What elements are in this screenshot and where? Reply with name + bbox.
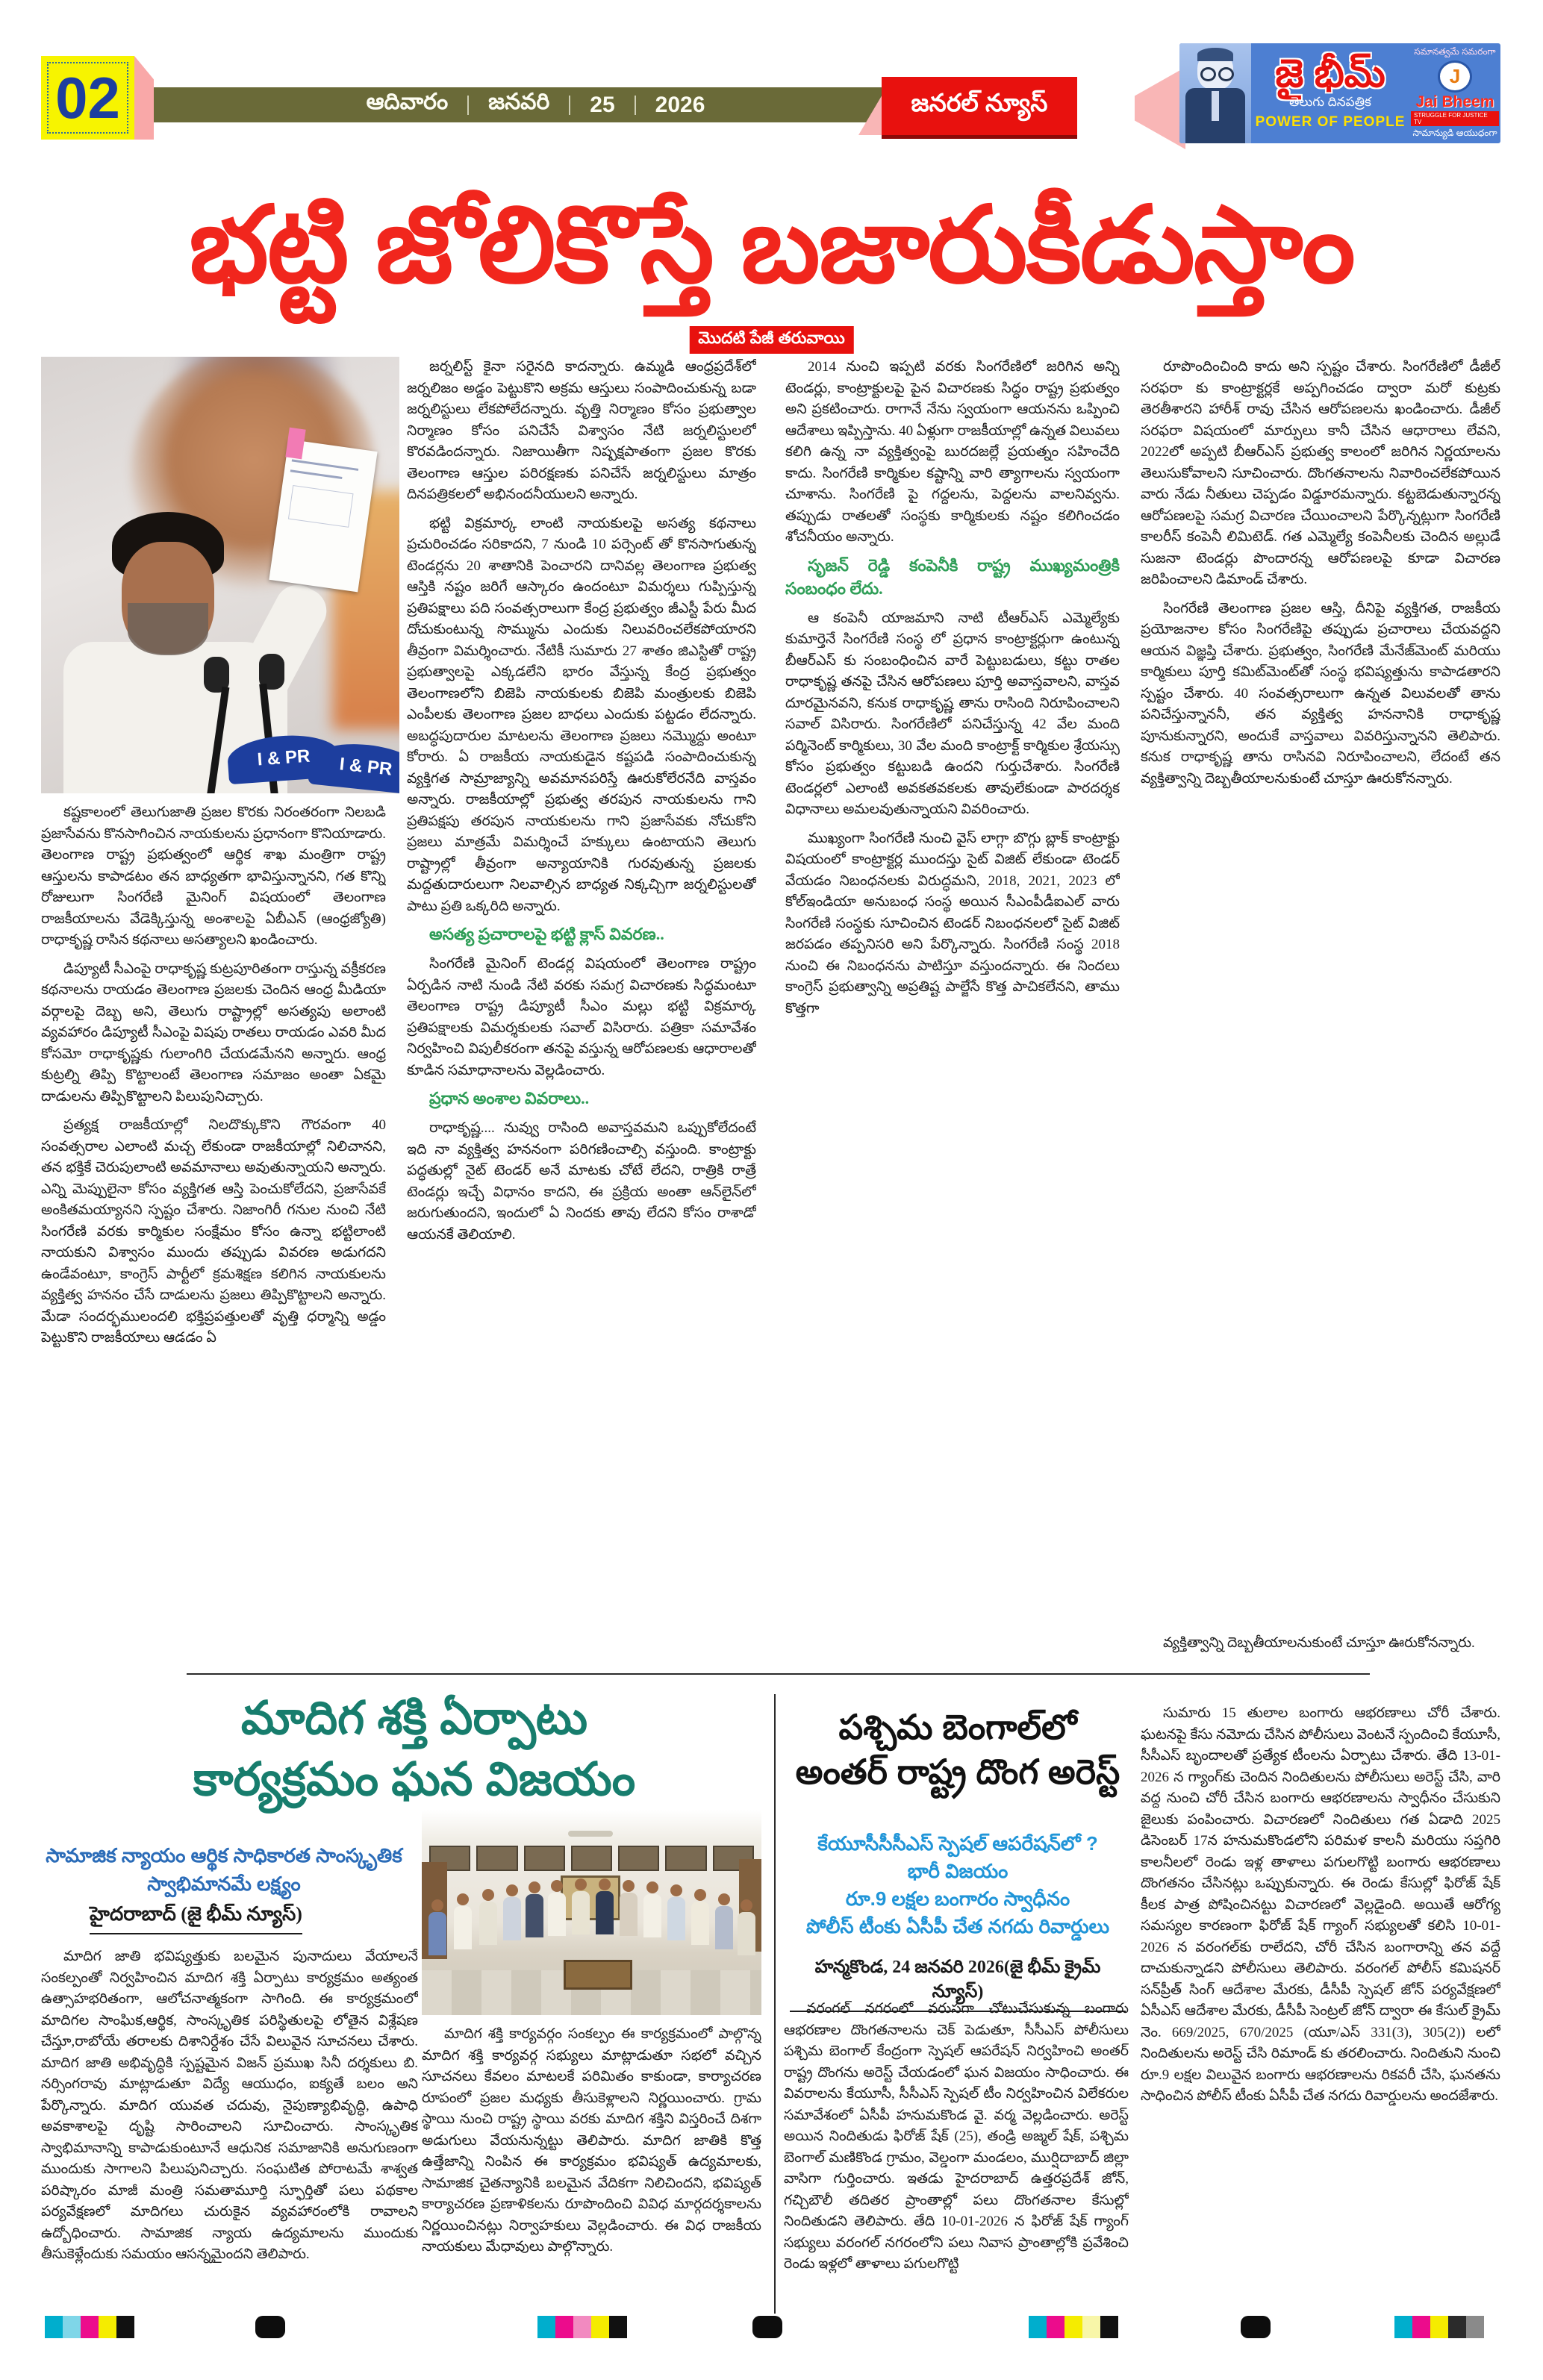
color-swatch: [1430, 2316, 1448, 2338]
person-figure: [502, 1884, 522, 1943]
color-swatch: [63, 2316, 81, 2338]
crime-article-dateline: హన్మకొండ, 24 జనవరి 2026(జై భీమ్ క్రైమ్ న్యూస్): [790, 1957, 1126, 2012]
article-paragraph: కష్టకాలంలో తెలుగుజాతి ప్రజల కొరకు నిరంతరంగా నిలబడి ప్రజాసేవను కొనసాగించిన నాయకులను ప్రధానంగా కొనియాడారు. తెలంగాణ రాష్ట్ర ప్రభుత్వంలో ఆర్థిక శాఖ మంత్రిగా రాష్ట్ర ఆస్తులను కాపాడటం తన బాధ్యతగా భావిస్తున్నానని, గత కొన్ని రోజులుగా సింగరేణి మైనింగ్ విషయంలో తెలంగాణ రాజకీయాలను వేడెక్కిస్తున్న అంశాలపై ఏబీఎన్ (ఆంధ్రజ్యోతి) రాధాకృష్ణ రాసిన కథనాలు అసత్యాలని ఖండించారు.: [41, 805, 386, 948]
podium-sign: I & PR: [226, 732, 341, 784]
color-swatch: [1082, 2316, 1100, 2338]
section-ribbon-right: [1135, 67, 1185, 149]
lead-headline: భట్టి జోలికొస్తే బజారుకీడుస్తాం: [189, 186, 1354, 304]
article-subhead: ప్రధాన అంశాల వివరాలు..: [429, 1089, 590, 1108]
crime-article-subhead: కేయూసీసీసీఎస్ స్పెషల్ ఆపరేషన్‌లో ? భారీ విజయం రూ.9 లక్షల బంగారం స్వాధీనం పోలీస్ టీంకు ఏసీపీ చేత నగదు రివార్డులు: [805, 1832, 1110, 1937]
tail-divider-rule: [1142, 1673, 1370, 1675]
lead-photo: [41, 357, 399, 793]
masthead-right: [1409, 43, 1500, 143]
page-number-box: [41, 56, 134, 140]
left-article-continuation: [422, 2024, 761, 2317]
color-swatch: [1064, 2316, 1082, 2338]
left-article-subhead: సామాజిక న్యాయం ఆర్థిక సాధికారత సాంస్కృతిక స్వాభిమానమే లక్ష్యం: [46, 1844, 402, 1895]
color-swatch: [81, 2316, 99, 2338]
date-separator: [467, 96, 469, 115]
masthead-motto-top: సమానత్వమే సమరంగా: [1414, 46, 1496, 57]
section-label: జనరల్ న్యూస్: [911, 89, 1048, 116]
color-swatch: [591, 2316, 609, 2338]
person-figure: [619, 1880, 638, 1938]
color-swatch-group: [45, 2316, 134, 2338]
person-figure: [428, 1899, 447, 1958]
article-paragraph: 2014 నుంచి ఇప్పటి వరకు సింగరేణిలో జరిగిన అన్ని టెండర్లు, కాంట్రాక్టులపై పైన విచారణకు సిద్ధం రాష్ట్ర ప్రభుత్వం అని ప్రకటించారు. రాగానే నేను స్వయంగా ఆయనను ఒప్పించి ఆదేశాలు ఇప్పిస్తాను. 40 ఏళ్లుగా రాజకీయాల్లో ఉన్నత విలువలు కలిగి ఉన్న నా వ్యక్తిత్వంపై బురదజల్లే ప్రయత్నం సహించేది కాదు. సింగరేణి కార్మికుల కష్టాన్ని వారి త్యాగాలను స్వయంగా చూశాను. సింగరేణి పై గద్దలను, పెద్దలను వాలనివ్వను. తప్పుడు రాతలతో సంస్థకు కార్మికులకు నష్టం కలిగించడం శోచనీయం అన్నారు.: [785, 359, 1120, 545]
left-article-paragraph: మాదిగ శక్తి కార్యవర్గం సంకల్పం ఈ కార్యక్రమంలో పాల్గొన్న మాదిగ శక్తి కార్యవర్గ సభ్యులు మాట్లాడుతూ సభలో వచ్చిన సూచనలు కేవలం మాటలకే పరిమితం కాకుండా, కార్యాచరణ రూపంలో ప్రజల మధ్యకు తీసుకెళ్లాలని నిర్ణయించారు. గ్రామ స్థాయి నుంచి రాష్ట్ర స్థాయి వరకు మాదిగ శక్తిని విస్తరించే దిశగా అడుగులు వేయనున్నట్టు తెలిపారు. మాదిగ జాతికి కొత్త ఉత్తేజాన్ని నింపిన ఈ కార్యక్రమం భవిష్యత్ ఉద్యమాలకు, సామాజిక చైతన్యానికి బలమైన వేదికగా నిలిచిందని, భవిష్యత్ కార్యాచరణ ప్రణాళికలను రూపొందించి వివిధ మార్గదర్శకాలను నిర్ణయించినట్లు నిర్వాహకులు వెల్లడించారు. ఈ విధ రాజకీయ నాయకులు మేధావులు పాల్గొన్నారు.: [422, 2026, 761, 2255]
page-number-frame: [47, 62, 128, 134]
person-figure: [453, 1893, 473, 1952]
ambedkar-portrait-icon: [1179, 43, 1251, 143]
color-swatch: [1029, 2316, 1047, 2338]
color-swatch: [1394, 2316, 1412, 2338]
masthead-tv-banner: STRUGGLE FOR JUSTICE TV: [1411, 111, 1499, 126]
ceiling-fan-icon: [568, 1831, 613, 1837]
article-paragraph: రాధాకృష్ణ.... నువ్వు రాసింది అవాస్తవమని ఒప్పుకోలేదంటే ఇది నా వ్యక్తిత్వ హననంగా పరిగణించాల్సి వస్తుంది. కాంట్రాక్టు పద్ధతుల్లో నైట్ టెండర్ అనే మాటకు చోటే లేదని, రాత్రికి రాత్రే టెండర్లు ఇచ్చే విధానం కాదని, ఈ ప్రక్రియ అంతా ఆన్‌లైన్‌లో జరుగుతుందని, ఇందులో ఏ నిందకు తావు లేదని కోసం రాశాడో ఆయనకే తెలియాలి.: [407, 1120, 756, 1243]
person-figure: [643, 1881, 662, 1940]
lead-article-tail-text: వ్యక్తిత్వాన్ని దెబ్బతీయాలనుకుంటే చూస్తూ ఊరుకోనన్నారు.: [1163, 1635, 1475, 1651]
registration-mark: [752, 2316, 782, 2338]
crime-article-headline: పశ్చిమ బెంగాల్‌లో అంతర్ రాష్ట్ర దొంగ అరెస్ట్: [795, 1708, 1120, 1791]
color-swatch: [116, 2316, 134, 2338]
lead-column-4: [1141, 357, 1500, 1668]
article-paragraph: ముఖ్యంగా సింగరేణి నుంచి వైస్ లాగ్గా బొగ్గు బ్లాక్ కాంట్రాక్టు విషయంలో కాంట్రాక్టర్ల ముందస్తు సైట్ విజిట్ లేకుండా టెండర్ వేయడం నిబంధనలకు విరుద్ధమని, 2018, 2021, 2023 లో కోల్‌ఇండియా అనుబంధ సంస్థ అయిన సీఎంపీడీఐఎల్ వారు సింగరేణి సంస్థకు సూచించిన టెండర్ నిబంధనలలో సైట్ విజిట్ జరపడం తప్పనిసరి అని పేర్కొన్నారు. సింగరేణి సంస్థ 2018 నుంచి ఈ నిబంధనను పాటిస్తూ వస్తుందన్నారు. ఈ నిందలు కాంగ్రెస్ ప్రభుత్వాన్ని అప్రతిష్ట పాల్జేసే కొత్త పాచికలేనని, తాము కొత్తగా: [785, 830, 1120, 1016]
left-article-headline: మాదిగ శక్తి ఏర్పాటు కార్యక్రమం ఘన విజయం: [193, 1693, 636, 1805]
person-figure: [525, 1881, 544, 1940]
article-paragraph: రూపొందించింది కాదు అని స్పష్టం చేశారు. సింగరేణిలో డీజీల్ సరఫరా కు కాంట్రాక్టర్లకే అప్పగించడం ద్వారా మరో కుట్రకు తెరతీశారని హారీశ్ రావు చేసిన ఆరోపణలను ఖండించారు. డీజీల్ సరఫరా విషయంలో మార్పులు కానీ చేసిన ఆధారాలు లేవని, 2022లో అప్పటి బీఆర్ఎస్ ప్రభుత్వ కాలంలో జరిగిన నిర్ణయాలను తెలుసుకోవాలని సూచించారు. దొంగతనాలను నివారించలేకపోయిన వారు నేడు నీతులు చెప్పడం విడ్డూరమన్నారు. కట్టబెడుతున్నారన్న ఆరోపణలపై సమగ్ర విచారణ చేయించాలని పేర్కొన్నట్లుగా సింగరేణి కాలరీస్ కంపెనీ లిమిటెడ్. గత ఎమ్మెల్యే కంపెనీలకు చెందిన అల్లుడే సుజనా టెండర్లు పొందారన్న ఆరోపణలపై కూడా విచారణ జరిపించాలని డిమాండ్ చేశారు.: [1141, 359, 1500, 587]
article-paragraph: ప్రత్యక్ష రాజకీయాల్లో నిలదొక్కుకొని గౌరవంగా 40 సంవత్సరాల ఎలాంటి మచ్చ లేకుండా రాజకీయాల్లో నిలిచానని, తన భక్తికే చెరుపులాంటి అవమానాలు అవుతున్నాయని అన్నారు. ఎన్ని మెప్పులైనా కోసం వ్యక్తిగత ఆస్తి పెంచుకోలేదని, ప్రజాసేవకే అంకితమయ్యానని స్పష్టం చేశారు. నిజాంగిరీ గనుల నుంచి నేటి సింగరేణి వరకు కార్మికుల సంక్షేమం కోసం ఉన్నా భట్టిలాంటి నాయకుని విశ్వాసం ముందు తప్పుడు వివరణ అడుగదని ఉండేవంటూ, కాంగ్రెస్ పార్టీలో క్రమశిక్షణ కలిగిన నాయకులను వ్యక్తిత్వ హననం చేసే దాడులను ప్రజలు తిప్పికొట్టాలని అన్నారు. మేడా సందర్భములందలి భక్తిప్రపత్తులతో వృత్తి ధర్మాన్ని అడ్డం పెట్టుకొని రాజకీయాలు ఆడడం ఏ: [41, 1117, 386, 1346]
color-swatch: [1412, 2316, 1430, 2338]
print-registration-bar: [0, 2316, 1543, 2341]
photo-ceiling: [422, 1810, 761, 1843]
date-segment: 25: [590, 92, 615, 117]
article-paragraph: డిప్యూటీ సీఎంపై రాధాకృష్ణ కుట్రపూరితంగా రాస్తున్న వక్రీకరణ కథనాలను రాయడం తెలంగాణ ప్రజలకు చెందిన ఆంధ్ర మీడియా వర్గాలపై దెబ్బ అని, తెలుగు రాష్ట్రాల్లో అసత్యపు అలాంటి వ్యవహారం డిప్యూటీ సీఎంపై విషపు రాతలు రాయడం ఎవరి మీద కోసమో రాధాకృష్ణకు గులాంగిరి చేయడమేనని అన్నారు. ఆంధ్ర కుట్రల్ని తిప్పి కొట్టాలంటే తెలంగాణ సమాజం అంతా ఏకమై దాడులను తిప్పికొట్టాలని పిలుపునిచ్చారు.: [41, 961, 386, 1105]
lead-column-2: [407, 357, 756, 1668]
registration-mark: [1241, 2316, 1271, 2338]
person-figure: [714, 1893, 734, 1952]
color-swatch: [1466, 2316, 1484, 2338]
page-number: 02: [55, 65, 120, 131]
section-label-box: [882, 77, 1077, 139]
masthead-tv-name: Jai Bheem: [1415, 93, 1494, 110]
color-swatch: [1448, 2316, 1466, 2338]
article-paragraph: సింగరేణి తెలంగాణ ప్రజల ఆస్తి, దీనిపై వ్యక్తిగత, రాజకీయ ప్రయోజనాల కోసం సింగరేణిపై తప్పుడు ప్రచారాలు చేయవద్దని ఆయన విజ్ఞప్తి చేశారు. ప్రభుత్వం, సింగరేణి మేనేజ్‌మెంట్ మరియు కార్మికులు పూర్తి కమిట్‌మెంట్‌తో సంస్థ భవిష్యత్తును కాపాడతారని స్పష్టం చేశారు. 40 సంవత్సరాలుగా ఉన్నత విలువలతో తాను పనిచేస్తున్నాననీ, తన వ్యక్తిత్వ హననానికి రాధాకృష్ణ పూనుకున్నారని, అందుకే వాస్తవాలు వివరిస్తున్నానని తెలిపారు. కనుక రాధాకృష్ణ తాను రాసినవి నిరూపించాలని, లేదంటే తన వ్యక్తిత్వాన్ని దెబ్బతీయాలనుకుంటే చూస్తూ ఊరుకోనన్నారు.: [1141, 600, 1500, 787]
person-figure: [547, 1880, 567, 1938]
date-segment: జనవరి: [488, 90, 550, 114]
continuation-tag: మొదటి పేజీ తరువాయి: [689, 326, 853, 354]
lead-column-3: [785, 357, 1120, 1668]
left-article-body: [41, 1946, 418, 2316]
color-swatch: [573, 2316, 591, 2338]
masthead-title: జై భీమ్: [1275, 52, 1385, 96]
masthead-center: [1251, 43, 1409, 143]
person-figure: [667, 1884, 686, 1943]
person-figure: [571, 1878, 590, 1937]
color-swatch-group: [1394, 2316, 1484, 2338]
date-segment: ఆదివారం: [366, 90, 449, 114]
article-paragraph: భట్టి విక్రమార్క లాంటి నాయకులపై అసత్య కథనాలు ప్రచురించడం సరికాదని, 7 నుండి 10 పర్సెంట్ తో కొనసాగుతున్న టెండర్లను 20 శాతానికి పెంచారని దానివల్ల తెలంగాణ ప్రభుత్వ ఆస్తికి నష్టం జరిగే ఆస్కారం ఉందంటూ విమర్శలు గుప్పిస్తున్న ప్రతిపక్షాలు పది సంవత్సరాలుగా కేంద్ర ప్రభుత్వం జీఎస్టీ పేరు మీద దోచుకుంటున్న సొమ్మును ఎందుకు నిలువరించలేకపోయారని తీవ్రంగా విమర్శించారు. నేటికీ సుమారు 27 శాతం జిఎస్టితో రాష్ట్ర ప్రభుత్వాలపై ఎక్కడలేని భారం వేస్తున్న కేంద్ర ప్రభుత్వం తెలంగాణలోని బిజెపి నాయకులకు బిజెపి మంత్రులకు బిజెపి ఎంపీలకు తెలంగాణ ప్రజల బాధలు ఎందుకు పట్టడం లేదన్నారు. అబద్ధపుదారుల మాటలను తెలంగాణ ప్రజలు నమ్మొద్దు అంటూ కోరారు. ఏ రాజకీయ నాయకుడైన కష్టపడి సంపాదించుకున్న వ్యక్తిగత సామ్రాజ్యాన్ని అవమానపరిస్తే ఊరుకోలేరనేది వాస్తవం అన్నారు. రాజకీయాల్లో ప్రభుత్వ తరపున నాయకులను గాని ప్రతిపక్షపు తరపున నాయకులను గాని ప్రజాసేవకు నోచుకోని ప్రజలు మాత్రమే విమర్శించే హక్కులు ఉంటాయని తెలుగు రాష్ట్రాల్లో తీవ్రంగా అన్యాయానికి గురవుతున్న ప్రజలకు మద్దతుదారులుగా నిలవాల్సిన బాధ్యత నిక్కచ్చిగా జర్నలిస్టులతో పాటు ప్రతి ఒక్కరిది అన్నారు.: [407, 515, 756, 914]
masthead-subtitle: తెలుగు దినపత్రిక: [1289, 94, 1371, 109]
page-number-bevel: [134, 56, 154, 140]
column-divider-rule: [774, 1694, 776, 2314]
registration-mark: [255, 2316, 285, 2338]
wall-photo-frames: [429, 1846, 754, 1871]
person-figure: [691, 1889, 710, 1947]
date-segment: 2026: [655, 92, 705, 117]
color-swatch: [1100, 2316, 1118, 2338]
masthead-tagline: POWER OF PEOPLE: [1255, 113, 1406, 130]
article-paragraph: ఆ కంపెనీ యాజమాని నాటి టీఆర్ఎస్ ఎమ్మెల్యేకు కుమార్తెనే సింగరేణి సంస్థ లో ప్రధాన కాంట్రాక్టర్లుగా ఉంటున్న బీఆర్ఎస్ కు సంబంధించిన వారే పెట్టుబడులు, కట్టు రాతల రాధాకృష్ణ తనపై చేసిన ఆరోపణలు పూర్తి అవాస్తవాలని, వాస్తవ దూరమైనవని, కనుక రాధాకృష్ణ తాను రాసింది నిరూపించాలని సవాల్ విసిరారు. సింగరేణిలో పనిచేస్తున్న 42 వేల మంది పర్మినెంట్ కార్మికులు, 30 వేల మంది కాంట్రాక్ట్ కార్మికుల శ్రేయస్సు కోసం ప్రభుత్వం కట్టుబడి ఉందని గుర్తుచేశారు. సింగరేణి టెండర్లలో ఎలాంటి అవకతవకలకు తావులేకుండా పారదర్శక విధానాలు అమలవుతున్నాయని వివరించారు.: [785, 610, 1120, 817]
photo-man-beard: [128, 603, 208, 655]
color-swatch: [1047, 2316, 1064, 2338]
crime-article-paragraph: సుమారు 15 తులాల బంగారు ఆభరణాలు చోరీ చేశారు. ఘటనపై కేసు నమోదు చేసిన పోలీసులు వెంటనే స్పందించి కేయూసీ, సీసీఎస్ బృందాలతో ప్రత్యేక టీంలను ఏర్పాటు చేశారు. తేది 13-01-2026 న గ్యాంగ్‌కు చెందిన నిందితులను పోలీసులు అరెస్ట్ చేసి, వారి వద్ద నుంచి చోరీ చేసిన బంగారు ఆభరణాలను స్వాధీనం చేసుకుని జైలుకు పంపించారు. విచారణలో నిందితులు గత ఏడాది 2025 డిసెంబర్ 17న హనుమకొండలోని పరిమళ కాలనీ మరియు సప్తగిరి కాలనీలలో రెండు ఇళ్ల తాళాలు పగులగొట్టి బంగారు ఆభరణాలు దొంగతనం చేసినట్లు ఒప్పుకున్నారు. ఈ రెండు కేసుల్లో ఫిరోజ్ షేక్ కీలక పాత్ర పోషించినట్టు విచారణలో వెల్లడైంది. అయితే ఆరోగ్య సమస్యల కారణంగా ఫిరోజ్ షేక్ గ్యాంగ్ సభ్యులతో కలిసి 10-01-2026 న వరంగల్‌కు రాలేదని, చోరీ చేసిన బంగారాన్ని తన వద్దే దాచుకున్నాడని పోలీసులు తెలిపారు. వరంగల్ పోలీస్ కమిషనర్ సన్‌ప్రీత్ సింగ్ ఆదేశాల మేరకు, డీసీపీ స్పెషల్ జోన్ పర్యవేక్షణలో ఏసీఎస్ ఆదేశాల మేరకు, డీసీపీ సెంట్రల్ జోన్ ద్వారా ఈ కేసుల్ క్రైమ్ నెం. 669/2025, 670/2025 (యూ/ఎస్ 331(3), 305(2)) లలో నిందితులను అరెస్ట్ చేసి రిమాండ్ కు తరలించారు. నిందితుని నుంచి రూ.9 లక్షల విలువైన బంగారు ఆభరణాలను రికవరీ చేసి, ఘనతను సాధించిన పోలీస్ టీంకు ఏసీపీ చేత నగదు రివార్డులను అందజేశారు.: [1141, 1705, 1500, 2104]
crime-article-continuation: [1141, 1703, 1500, 2314]
color-swatch: [555, 2316, 573, 2338]
masthead: [1179, 43, 1500, 143]
event-group-photo: [422, 1810, 761, 2015]
date-bar: [112, 87, 959, 122]
person-figure: [479, 1889, 498, 1947]
jaibheem-emblem-icon: J: [1438, 60, 1472, 93]
date-separator: [569, 96, 570, 115]
person-figure: [595, 1878, 614, 1937]
article-paragraph: జర్నలిస్ట్ కైనా సరైనది కాదన్నారు. ఉమ్మడి ఆంధ్రప్రదేశ్‌లో జర్నలిజం అడ్డం పెట్టుకొని అక్రమ ఆస్తులు సంపాదించుకున్న బడా జర్నలిస్టులు లేకపోలేదన్నారు. వృత్తి నిర్మాణం కోసం ప్రభుత్వాల నిర్మాణం కోసం పనిచేసే విశ్వాసం నేటి జర్నలిస్టులలో కొరవడిందన్నారు. నిజాయితీగా నిష్పక్షపాతంగా ప్రజల కొరకు తెలంగాణ ఆస్తుల పరిరక్షణకు పనిచేసే జర్నలిస్టులు మాత్రం దినపత్రికలలో అభినందనీయులని అన్నారు.: [407, 359, 756, 502]
color-swatch-group: [537, 2316, 627, 2338]
color-swatch: [609, 2316, 627, 2338]
article-paragraph: సింగరేణి మైనింగ్ టెండర్ల విషయంలో తెలంగాణ రాష్ట్రం ఏర్పడిన నాటి నుండి నేటి వరకు సమగ్ర విచారణకు సిద్ధమంటూ తెలంగాణ రాష్ట్ర డిప్యూటీ సీఎం మల్లు భట్టి విక్రమార్క ప్రతిపక్షాలకు విమర్శకులకు సవాల్ విసిరారు. పత్రికా సమావేశం నిర్వహించి విపులీకరంగా తనపై వస్తున్న ఆరోపణలకు ఆధారాలతో కూడిన సమాధానాలను వెల్లడించారు.: [407, 956, 756, 1078]
color-swatch-group: [1029, 2316, 1118, 2338]
article-subhead: అసత్య ప్రచారాలపై భట్టి క్లాస్ వివరణ..: [429, 925, 664, 943]
color-swatch: [99, 2316, 116, 2338]
lead-column-1: [41, 802, 386, 1668]
lead-article-tail: [1141, 1633, 1500, 1670]
date-separator: [635, 96, 636, 115]
article-subhead: సృజన్ రెడ్డి కంపెనీకి రాష్ట్ర ముఖ్యమంత్రికి సంబంధం లేదు.: [785, 555, 1120, 598]
left-article-dateline: హైదరాబాద్ (జై భీమ్ న్యూస్): [90, 1903, 302, 1934]
color-swatch: [537, 2316, 555, 2338]
crime-article-paragraph: వరంగల్ నగరంలో వరుసగా చోటుచేసుకున్న బంగారు ఆభరణాల దొంగతనాలను చెక్ పెడుతూ, సీసీఎస్ పోలీసులు పశ్చిమ బెంగాల్ కేంద్రంగా స్పెషల్ ఆపరేషన్ నిర్వహించి అంతర్ రాష్ట్ర దొంగను అరెస్ట్ చేయడంలో ఘన విజయం సాధించారు. ఈ వివరాలను కేయూసీ, సీసీఎస్ స్పెషల్ టీం నిర్వహించిన విలేకరుల సమావేశంలో ఏసీపీ హనుమకొండ వై. వర్మ వెల్లడించారు. అరెస్ట్ అయిన నిందితుడు ఫిరోజ్ షేక్ (25), తండ్రి అజ్మల్ షేక్, పశ్చిమ బెంగాల్ మణికొండ గ్రామం, వెల్డంగా మండలం, ముర్షిదాబాద్ జిల్లా వాసిగా గుర్తించారు. ఇతడు హైదరాబాద్ ఉత్తరప్రదేశ్ జోన్, గచ్చిబౌలీ తదితర ప్రాంతాల్లో పలు దొంగతనాల కేసుల్లో నిందితుడని తెలిపారు. తేది 10-01-2026 న ఫిరోజ్ షేక్ గ్యాంగ్ సభ్యులు వరంగల్ నగరంలోని పలు నివాస ప్రాంతాల్లోకి ప్రవేశించి రెండు ఇళ్లలో తాళాలు పగులగొట్టి: [784, 2001, 1129, 2272]
masthead-motto-bottom: సామాన్యుడి ఆయుధంగా: [1412, 128, 1497, 138]
podium-sign: I & PR: [308, 739, 399, 793]
crime-article-body: [784, 1999, 1129, 2314]
person-figure: [737, 1899, 756, 1958]
color-swatch: [45, 2316, 63, 2338]
center-table: [564, 1960, 632, 1990]
left-article-paragraph: మాదిగ జాతి భవిష్యత్తుకు బలమైన పునాదులు వేయాలనే సంకల్పంతో నిర్వహించిన మాదిగ శక్తి ఏర్పాటు కార్యక్రమం అత్యంత ఉత్సాహభరితంగా, ఆలోచనాత్మకంగా సాగింది. ఈ కార్యక్రమంలో మాదిగల సాంఘిక,ఆర్థిక, సాంస్కృతిక పరిస్థితులపై లోతైన విశ్లేషణ చేస్తూ,రాబోయే తరాలకు దిశానిర్దేశం చేసే విలువైన సూచనలు చేశారు. మాదిగ జాతి అభివృద్ధికి స్పష్టమైన విజన్ ప్రముఖ సినీ దర్శకులు బి. నర్సింగరావు మాట్లాడుతూ విద్యే ఆయుధం, ఐక్యతే బలం అని పేర్కొన్నారు. మాదిగ యువత చదువు, నైపుణ్యాభివృద్ధి, ఉపాధి అవకాశాలపై దృష్టి సారించాలని సూచించారు. సాంస్కృతిక స్వాభిమానాన్ని కాపాడుకుంటూనే ఆధునిక సమాజానికి అనుగుణంగా ముందుకు సాగాలని పిలుపునిచ్చారు. సంఘటిత పోరాటమే శాశ్వత పరిష్కారం మాజీ మంత్రి సమతామూర్తి స్ఫూర్తితో పలు పథకాల పర్యవేక్షణలో మాదిగలు చురుకైన వ్యవహారంలోకి రావాలని ఉద్బోధించారు. సామాజిక న్యాయ ఉద్యమాలను ముందుకు తీసుకెళ్లేందుకు సమయం ఆసన్నమైందని తెలిపారు.: [41, 1949, 418, 2262]
